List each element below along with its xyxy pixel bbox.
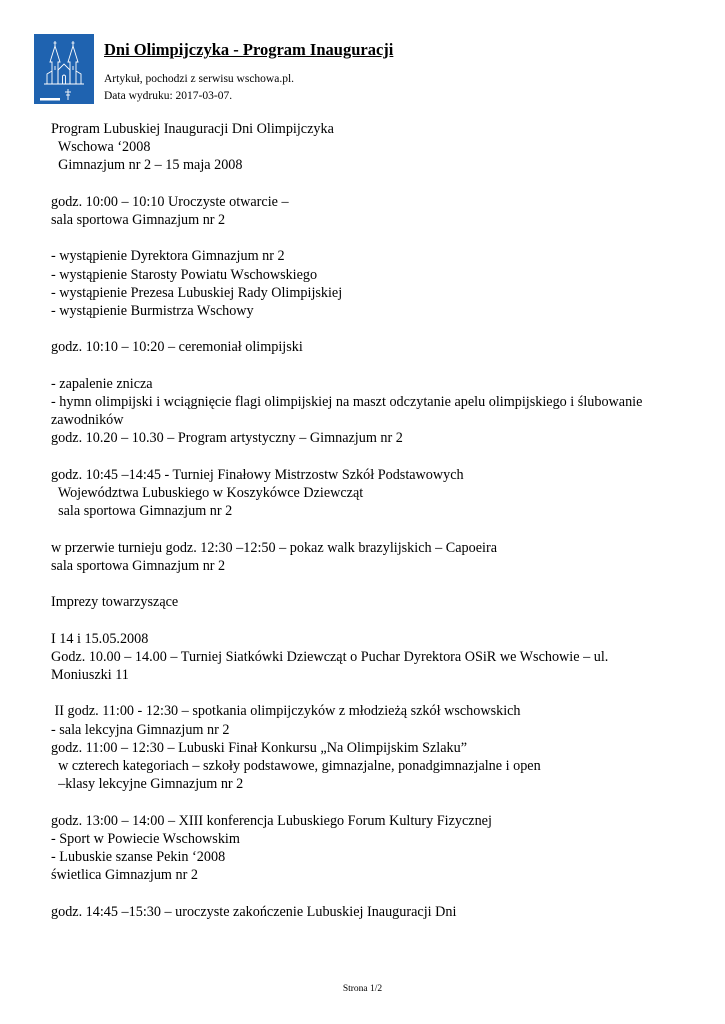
site-logo <box>34 34 94 104</box>
blank-line <box>51 793 676 811</box>
body-line: godz. 11:00 – 12:30 – Lubuski Finał Konkursu „Na Olimpijskim Szlaku” <box>51 739 468 756</box>
body-line: - zapalenie znicza <box>51 375 153 392</box>
article-meta <box>104 71 294 105</box>
blank-line <box>51 520 676 538</box>
body-line: - wystąpienie Prezesa Lubuskiej Rady Olimpijskiej <box>51 284 343 301</box>
body-line: Godz. 10.00 – 14.00 – Turniej Siatkówki Dziewcząt o Puchar Dyrektora OSiR we Wschowie – ul. <box>51 648 609 665</box>
body-line: godz. 10:45 –14:45 - Turniej Finałowy Mistrzostw Szkół Podstawowych <box>51 466 464 483</box>
body-line: I 14 i 15.05.2008 <box>51 630 149 647</box>
article-body <box>51 120 676 921</box>
blank-line <box>51 320 676 338</box>
blank-line <box>51 884 676 902</box>
body-line: - sala lekcyjna Gimnazjum nr 2 <box>51 721 230 738</box>
body-line: w czterech kategoriach – szkoły podstawowe, gimnazjalne, ponadgimnazjalne i open <box>51 757 541 774</box>
body-line: Program Lubuskiej Inauguracji Dni Olimpijczyka <box>51 121 334 137</box>
body-line: Gimnazjum nr 2 – 15 maja 2008 <box>51 157 243 174</box>
body-line: w przerwie turnieju godz. 12:30 –12:50 – pokaz walk brazylijskich – Capoeira <box>51 539 497 556</box>
church-emblem-icon <box>34 34 94 104</box>
body-line: godz. 10:10 – 10:20 – ceremoniał olimpijski <box>51 339 303 356</box>
print-date: Data wydruku: 2017-03-07. <box>104 90 233 102</box>
body-line: II godz. 11:00 - 12:30 – spotkania olimpijczyków z młodzieżą szkół wschowskich <box>51 703 521 720</box>
page-number: Strona 1/2 <box>342 984 383 994</box>
body-line: –klasy lekcyjne Gimnazjum nr 2 <box>51 776 244 793</box>
body-line: - Lubuskie szanse Pekin ‘2008 <box>51 848 226 865</box>
body-line: sala sportowa Gimnazjum nr 2 <box>51 503 233 520</box>
source-line: Artykuł, pochodzi z serwisu wschowa.pl. <box>104 73 295 85</box>
body-line: - wystąpienie Burmistrza Wschowy <box>51 303 254 319</box>
body-line: godz. 10.20 – 10.30 – Program artystyczny – Gimnazjum nr 2 <box>51 430 403 447</box>
blank-line <box>51 229 676 247</box>
body-line: godz. 14:45 –15:30 – uroczyste zakończenie Lubuskiej Inauguracji Dni <box>51 903 457 920</box>
blank-line <box>51 684 676 702</box>
blank-line <box>51 448 676 466</box>
body-line: świetlica Gimnazjum nr 2 <box>51 867 198 884</box>
blank-line <box>51 175 676 193</box>
body-line: - hymn olimpijski i wciągnięcie flagi olimpijskiej na maszt odczytanie apelu olimpijskiego i ślubowanie <box>51 393 643 410</box>
article-title: Dni Olimpijczyka - Program Inauguracji <box>104 40 394 59</box>
blank-line <box>51 357 676 375</box>
body-line: - wystąpienie Dyrektora Gimnazjum nr 2 <box>51 248 285 265</box>
body-line: - Sport w Powiecie Wschowskim <box>51 830 240 847</box>
body-line: godz. 10:00 – 10:10 Uroczyste otwarcie – <box>51 193 289 210</box>
body-line: godz. 13:00 – 14:00 – XIII konferencja Lubuskiego Forum Kultury Fizycznej <box>51 812 492 829</box>
blank-line <box>51 575 676 593</box>
body-line: Imprezy towarzyszące <box>51 594 179 611</box>
body-line: sala sportowa Gimnazjum nr 2 <box>51 212 226 228</box>
body-line: - wystąpienie Starosty Powiatu Wschowskiego <box>51 266 318 283</box>
body-line: Wschowa ‘2008 <box>51 139 151 156</box>
body-line: Województwa Lubuskiego w Koszykówce Dziewcząt <box>51 484 364 501</box>
body-line: Moniuszki 11 <box>51 666 129 683</box>
blank-line <box>51 611 676 629</box>
body-line: sala sportowa Gimnazjum nr 2 <box>51 557 226 574</box>
body-line: zawodników <box>51 412 124 429</box>
